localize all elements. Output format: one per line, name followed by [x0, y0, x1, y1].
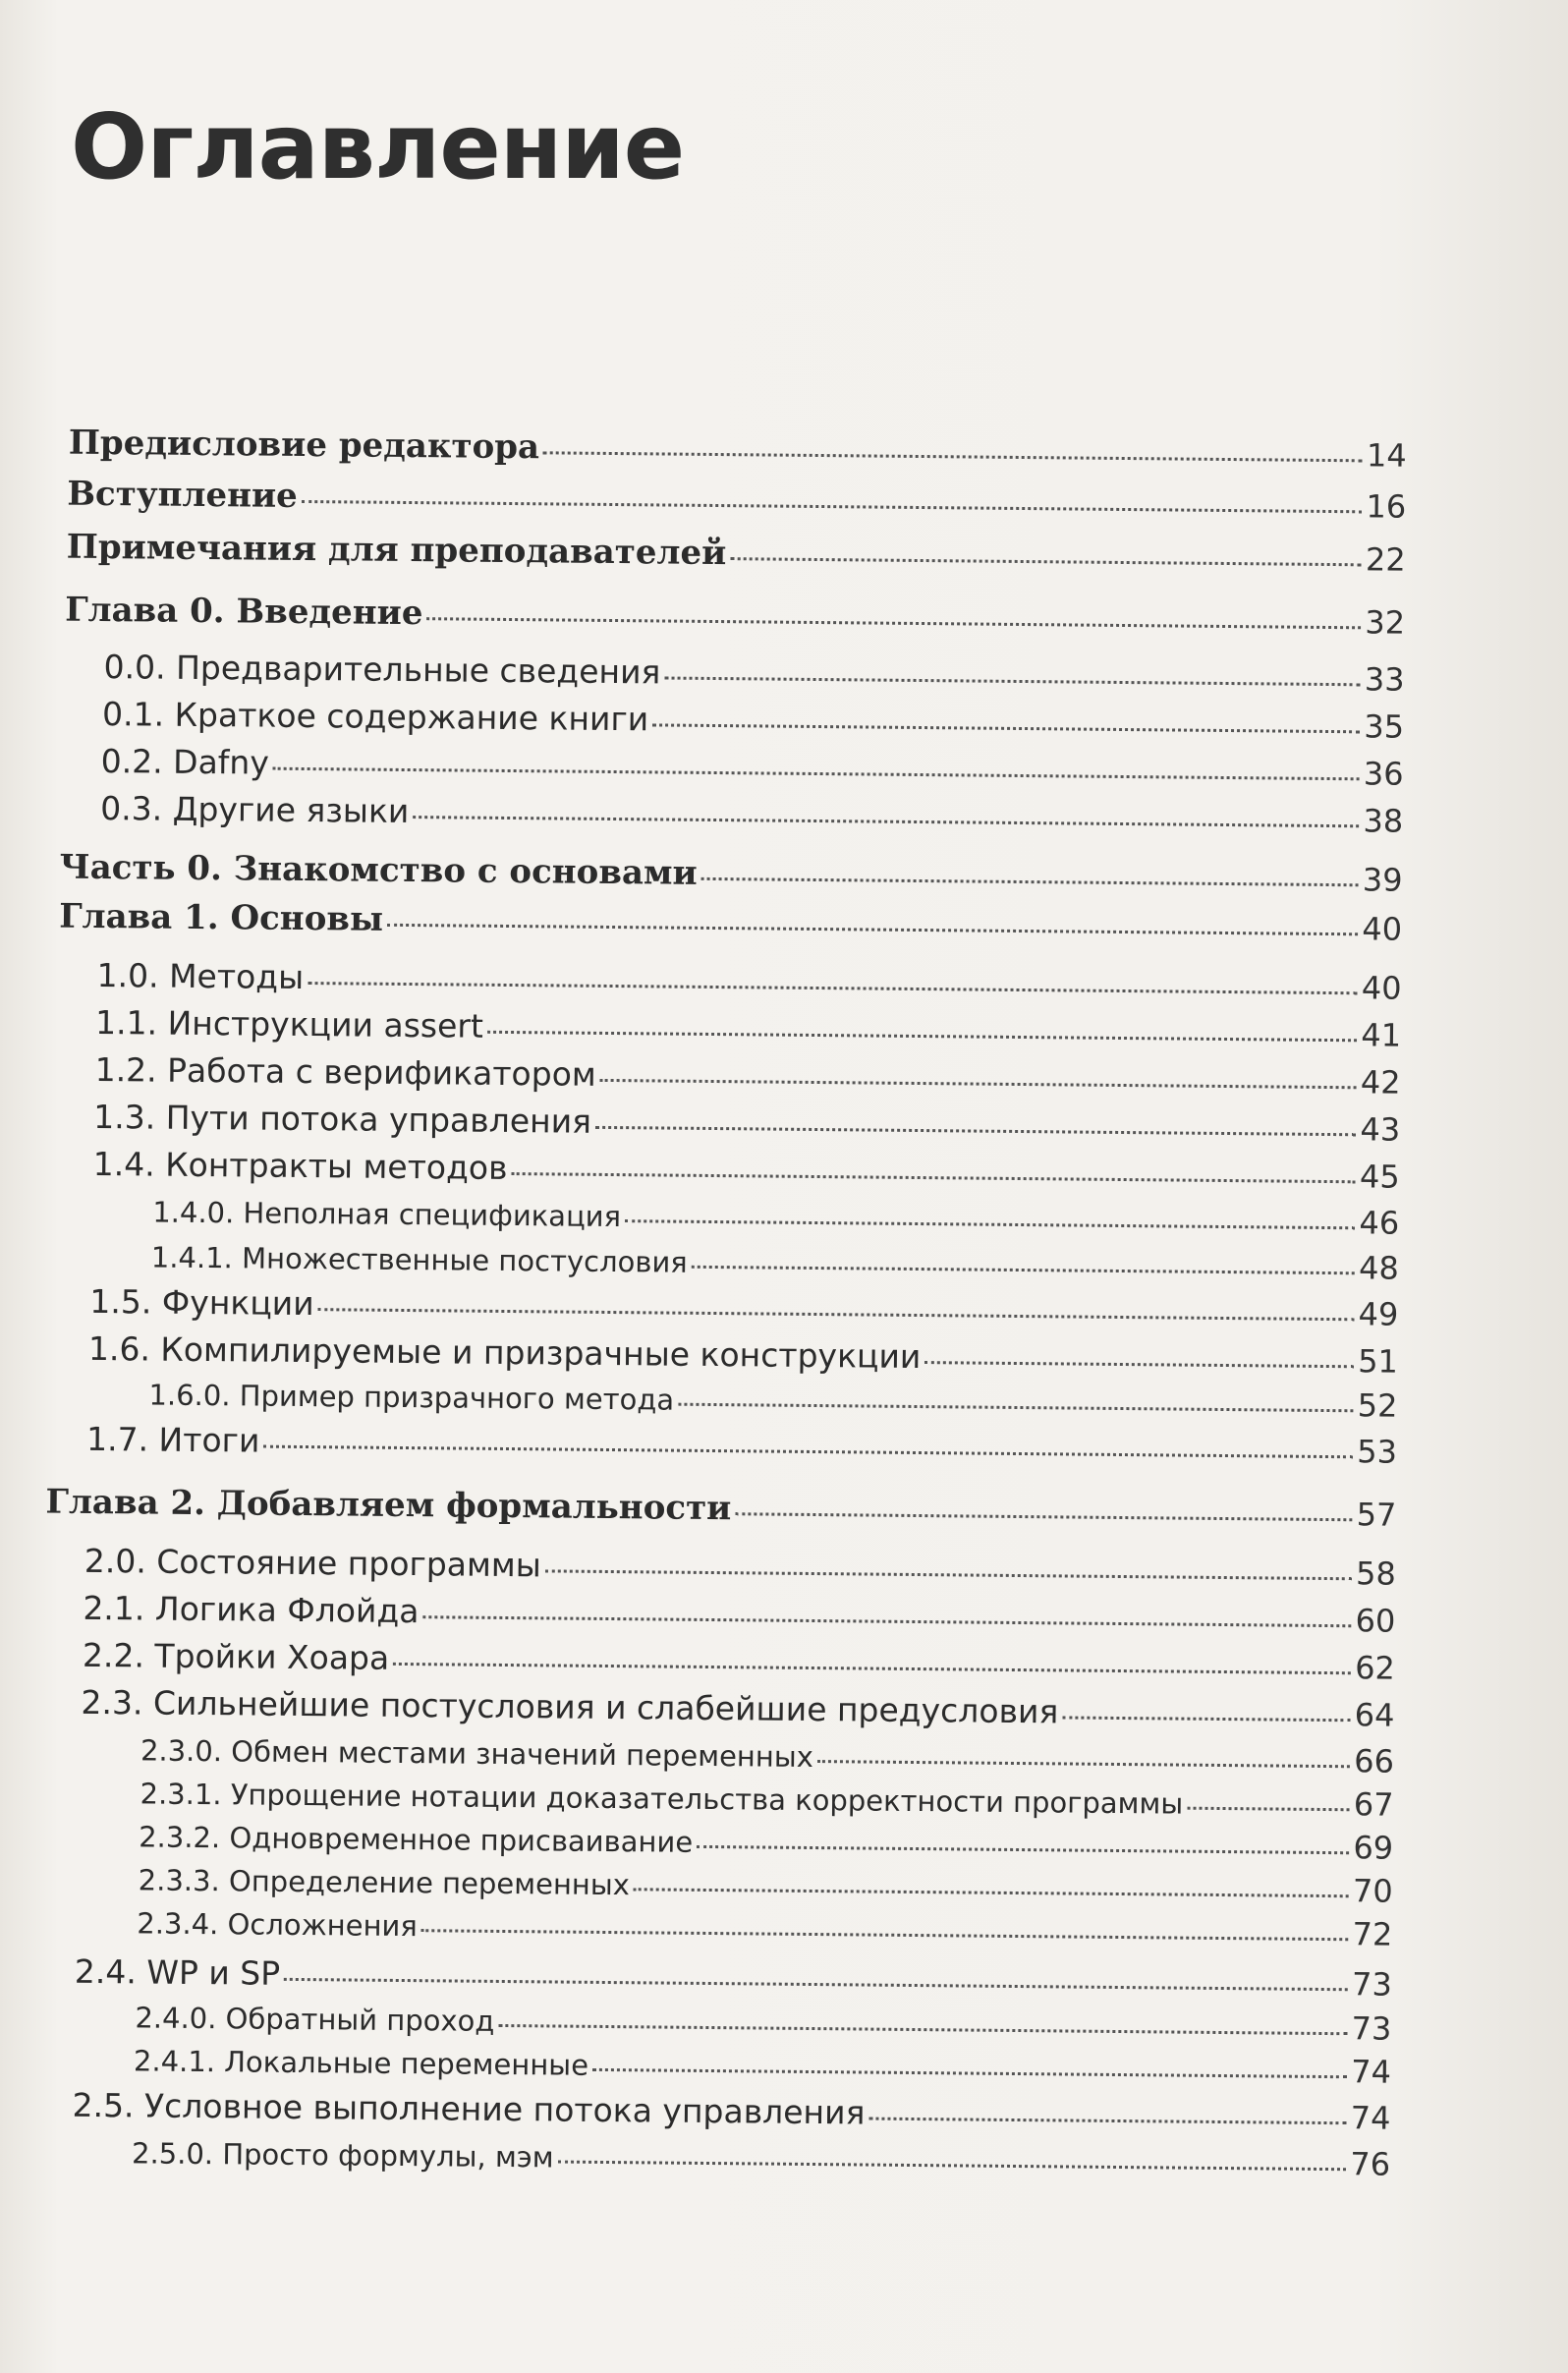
dot-leader [652, 723, 1360, 733]
dot-leader [511, 1172, 1355, 1183]
toc-entry [148, 1376, 1397, 1425]
toc-page-number: 43 [1360, 1110, 1401, 1149]
dot-leader [558, 2161, 1347, 2172]
toc-page-number: 70 [1352, 1872, 1393, 1910]
toc-entry [132, 2133, 1390, 2182]
toc-entry [67, 528, 1406, 580]
toc-page-number: 73 [1351, 1965, 1392, 2004]
toc-entry [137, 1903, 1392, 1952]
toc-entry-title: Глава 2. Добавляем формальности [45, 1482, 732, 1529]
toc-page-number: 58 [1355, 1554, 1397, 1593]
toc-entry [151, 1238, 1399, 1287]
toc-entry-title: 1.7. Итоги [85, 1419, 260, 1460]
toc-page-number: 64 [1354, 1696, 1395, 1734]
toc-entry [59, 897, 1402, 949]
dot-leader [1187, 1807, 1350, 1812]
dot-leader [302, 500, 1363, 513]
dot-leader [422, 1615, 1351, 1627]
toc-entry-title: Глава 1. Основы [58, 896, 384, 939]
toc-entry [83, 1636, 1395, 1687]
toc-page-number: 72 [1352, 1915, 1393, 1953]
toc-entry-title: 1.4.1. Множественные постусловия [150, 1240, 688, 1279]
toc-entry [72, 2086, 1390, 2137]
toc-entry [135, 1998, 1391, 2047]
toc-page-number: 41 [1361, 1016, 1402, 1054]
dot-leader [426, 617, 1361, 629]
toc-entry-title: 2.3. Сильнейшие постусловия и слабейшие предусловия [81, 1682, 1059, 1731]
toc-page-number: 49 [1358, 1295, 1399, 1333]
dot-leader [595, 1126, 1356, 1136]
toc-entry [59, 848, 1402, 900]
toc-entry-title: Глава 0. Введение [64, 590, 423, 634]
toc-page-number: 42 [1360, 1063, 1401, 1102]
toc-page-number: 60 [1355, 1602, 1396, 1640]
toc-entry [81, 1683, 1394, 1734]
toc-entry-title: 0.1. Краткое содержание книги [101, 695, 649, 739]
toc-page-number: 57 [1356, 1496, 1397, 1534]
toc-page-number: 76 [1350, 2145, 1391, 2183]
toc-entry-title: Предисловие редактора [68, 423, 540, 468]
toc-entry-title: 2.0. Состояние программы [84, 1541, 542, 1585]
toc-entry-title: Примечания для преподавателей [66, 527, 727, 574]
dot-leader [697, 1845, 1349, 1854]
toc-entry [89, 1282, 1398, 1333]
toc-entry-title: 2.3.1. Упрощение нотации доказательства корректности программы [140, 1777, 1184, 1821]
dot-leader [692, 1266, 1355, 1274]
toc-entry [83, 1589, 1395, 1640]
toc-entry [100, 789, 1403, 840]
toc-page-number: 53 [1357, 1433, 1398, 1471]
toc-entry-title: 2.4. WP и SP [74, 1951, 281, 1993]
toc-entry-title: Вступление [67, 474, 298, 516]
dot-leader [924, 1361, 1354, 1368]
toc-entry [86, 1420, 1397, 1471]
toc-entry-title: 2.3.2. Одновременное присваивание [139, 1820, 694, 1859]
dot-leader [413, 816, 1359, 827]
dot-leader [678, 1403, 1354, 1413]
toc-page-number: 46 [1359, 1204, 1400, 1242]
toc-entry [95, 1003, 1401, 1054]
toc-entry [103, 648, 1404, 699]
toc-entry [93, 1098, 1400, 1149]
toc-page-number: 74 [1350, 2099, 1391, 2137]
toc-entry-title: 2.3.4. Осложнения [137, 1906, 418, 1944]
toc-entry-title: 2.5.0. Просто формулы, мэм [131, 2136, 554, 2175]
toc-entry-title: 2.2. Тройки Хоара [82, 1635, 390, 1677]
toc-entry-title: 2.3.3. Определение переменных [138, 1863, 631, 1902]
dot-leader [730, 557, 1362, 566]
toc-entry-title: 1.6.0. Пример призрачного метода [148, 1378, 675, 1417]
toc-page-number: 45 [1359, 1158, 1400, 1196]
toc-entry [102, 695, 1404, 746]
toc-entry-title: Часть 0. Знакомство с основами [59, 847, 698, 893]
toc-page-number: 39 [1362, 861, 1403, 899]
toc-page-number: 14 [1366, 436, 1407, 475]
dot-leader [318, 1308, 1355, 1321]
dot-leader [393, 1663, 1351, 1674]
toc-entry [94, 1050, 1400, 1102]
dot-leader [421, 1929, 1349, 1941]
toc-page-number: 33 [1364, 660, 1405, 699]
table-of-contents [0, 423, 1568, 2304]
toc-entry [140, 1774, 1393, 1823]
dot-leader [701, 877, 1359, 886]
toc-page-number: 74 [1351, 2053, 1392, 2091]
toc-entry-title: 1.2. Работа с верификатором [94, 1049, 596, 1094]
toc-entry-title: 1.5. Функции [89, 1281, 314, 1324]
toc-entry [88, 1329, 1398, 1381]
toc-entry-title: 1.6. Компилируемые и призрачные конструкции [87, 1328, 922, 1377]
toc-entry [69, 424, 1407, 476]
dot-leader [284, 1978, 1348, 1991]
toc-entry-title: 1.4. Контракты методов [92, 1144, 508, 1187]
toc-entry-title: 2.4.1. Локальные переменные [133, 2044, 589, 2082]
dot-leader [868, 2118, 1346, 2125]
toc-page-number: 62 [1354, 1649, 1396, 1687]
toc-page-number: 36 [1363, 755, 1404, 793]
dot-leader [625, 1219, 1355, 1229]
toc-entry-title: 2.1. Логика Флойда [83, 1588, 420, 1631]
toc-page-number: 35 [1364, 707, 1405, 746]
dot-leader [273, 767, 1360, 781]
toc-page-number: 67 [1353, 1785, 1394, 1824]
toc-entry-title: 1.1. Инструкции assert [94, 1002, 484, 1045]
toc-page-number: 66 [1354, 1742, 1395, 1780]
toc-entry [140, 1730, 1394, 1780]
toc-entry-title: 0.0. Предварительные сведения [103, 648, 661, 692]
toc-page-number: 40 [1361, 969, 1402, 1007]
toc-entry [84, 1542, 1396, 1593]
toc-entry [75, 1952, 1392, 2004]
toc-entry-title: 2.5. Условное выполнение потока управления [72, 2085, 866, 2132]
toc-entry [134, 2041, 1391, 2090]
dot-leader [543, 451, 1363, 462]
dot-leader [487, 1031, 1358, 1043]
toc-entry-title: 1.3. Пути потока управления [93, 1097, 592, 1141]
toc-entry [152, 1193, 1399, 1242]
dot-leader [263, 1445, 1353, 1459]
toc-entry [96, 956, 1401, 1007]
dot-leader [817, 1760, 1350, 1768]
toc-page-number: 32 [1365, 603, 1406, 642]
toc-page-number: 38 [1363, 802, 1404, 840]
toc-page-number: 22 [1365, 540, 1406, 579]
dot-leader [592, 2068, 1347, 2078]
toc-page-number: 48 [1358, 1249, 1399, 1287]
toc-page-number: 73 [1351, 2009, 1392, 2048]
toc-entry-title: 1.4.0. Неполная спецификация [152, 1195, 622, 1234]
toc-page-number: 16 [1366, 487, 1407, 526]
toc-entry [45, 1482, 1396, 1534]
dot-leader [735, 1512, 1352, 1521]
toc-page-number: 40 [1362, 910, 1403, 948]
toc-entry [93, 1145, 1400, 1196]
dot-leader [634, 1888, 1349, 1897]
toc-page-number: 52 [1357, 1386, 1398, 1425]
dot-leader [1062, 1716, 1350, 1722]
toc-entry [139, 1817, 1393, 1866]
toc-page-number: 69 [1353, 1829, 1394, 1867]
page-title: Оглавление [71, 94, 685, 199]
toc-entry [101, 742, 1404, 793]
toc-page-number: 51 [1357, 1342, 1399, 1381]
toc-entry-title: 1.0. Методы [96, 955, 305, 996]
dot-leader [498, 2024, 1347, 2035]
toc-entry [139, 1860, 1393, 1909]
dot-leader [387, 924, 1358, 935]
toc-entry [67, 475, 1406, 527]
toc-entry-title: 0.3. Другие языки [100, 789, 410, 831]
dot-leader [545, 1569, 1352, 1580]
dot-leader [308, 982, 1358, 994]
toc-entry-title: 2.4.0. Обратный проход [135, 2001, 495, 2038]
toc-entry-title: 2.3.0. Обмен местами значений переменных [140, 1733, 814, 1775]
dot-leader [600, 1079, 1357, 1089]
toc-entry [65, 591, 1405, 643]
toc-entry-title: 0.2. Dafny [100, 742, 270, 782]
dot-leader [664, 677, 1360, 687]
